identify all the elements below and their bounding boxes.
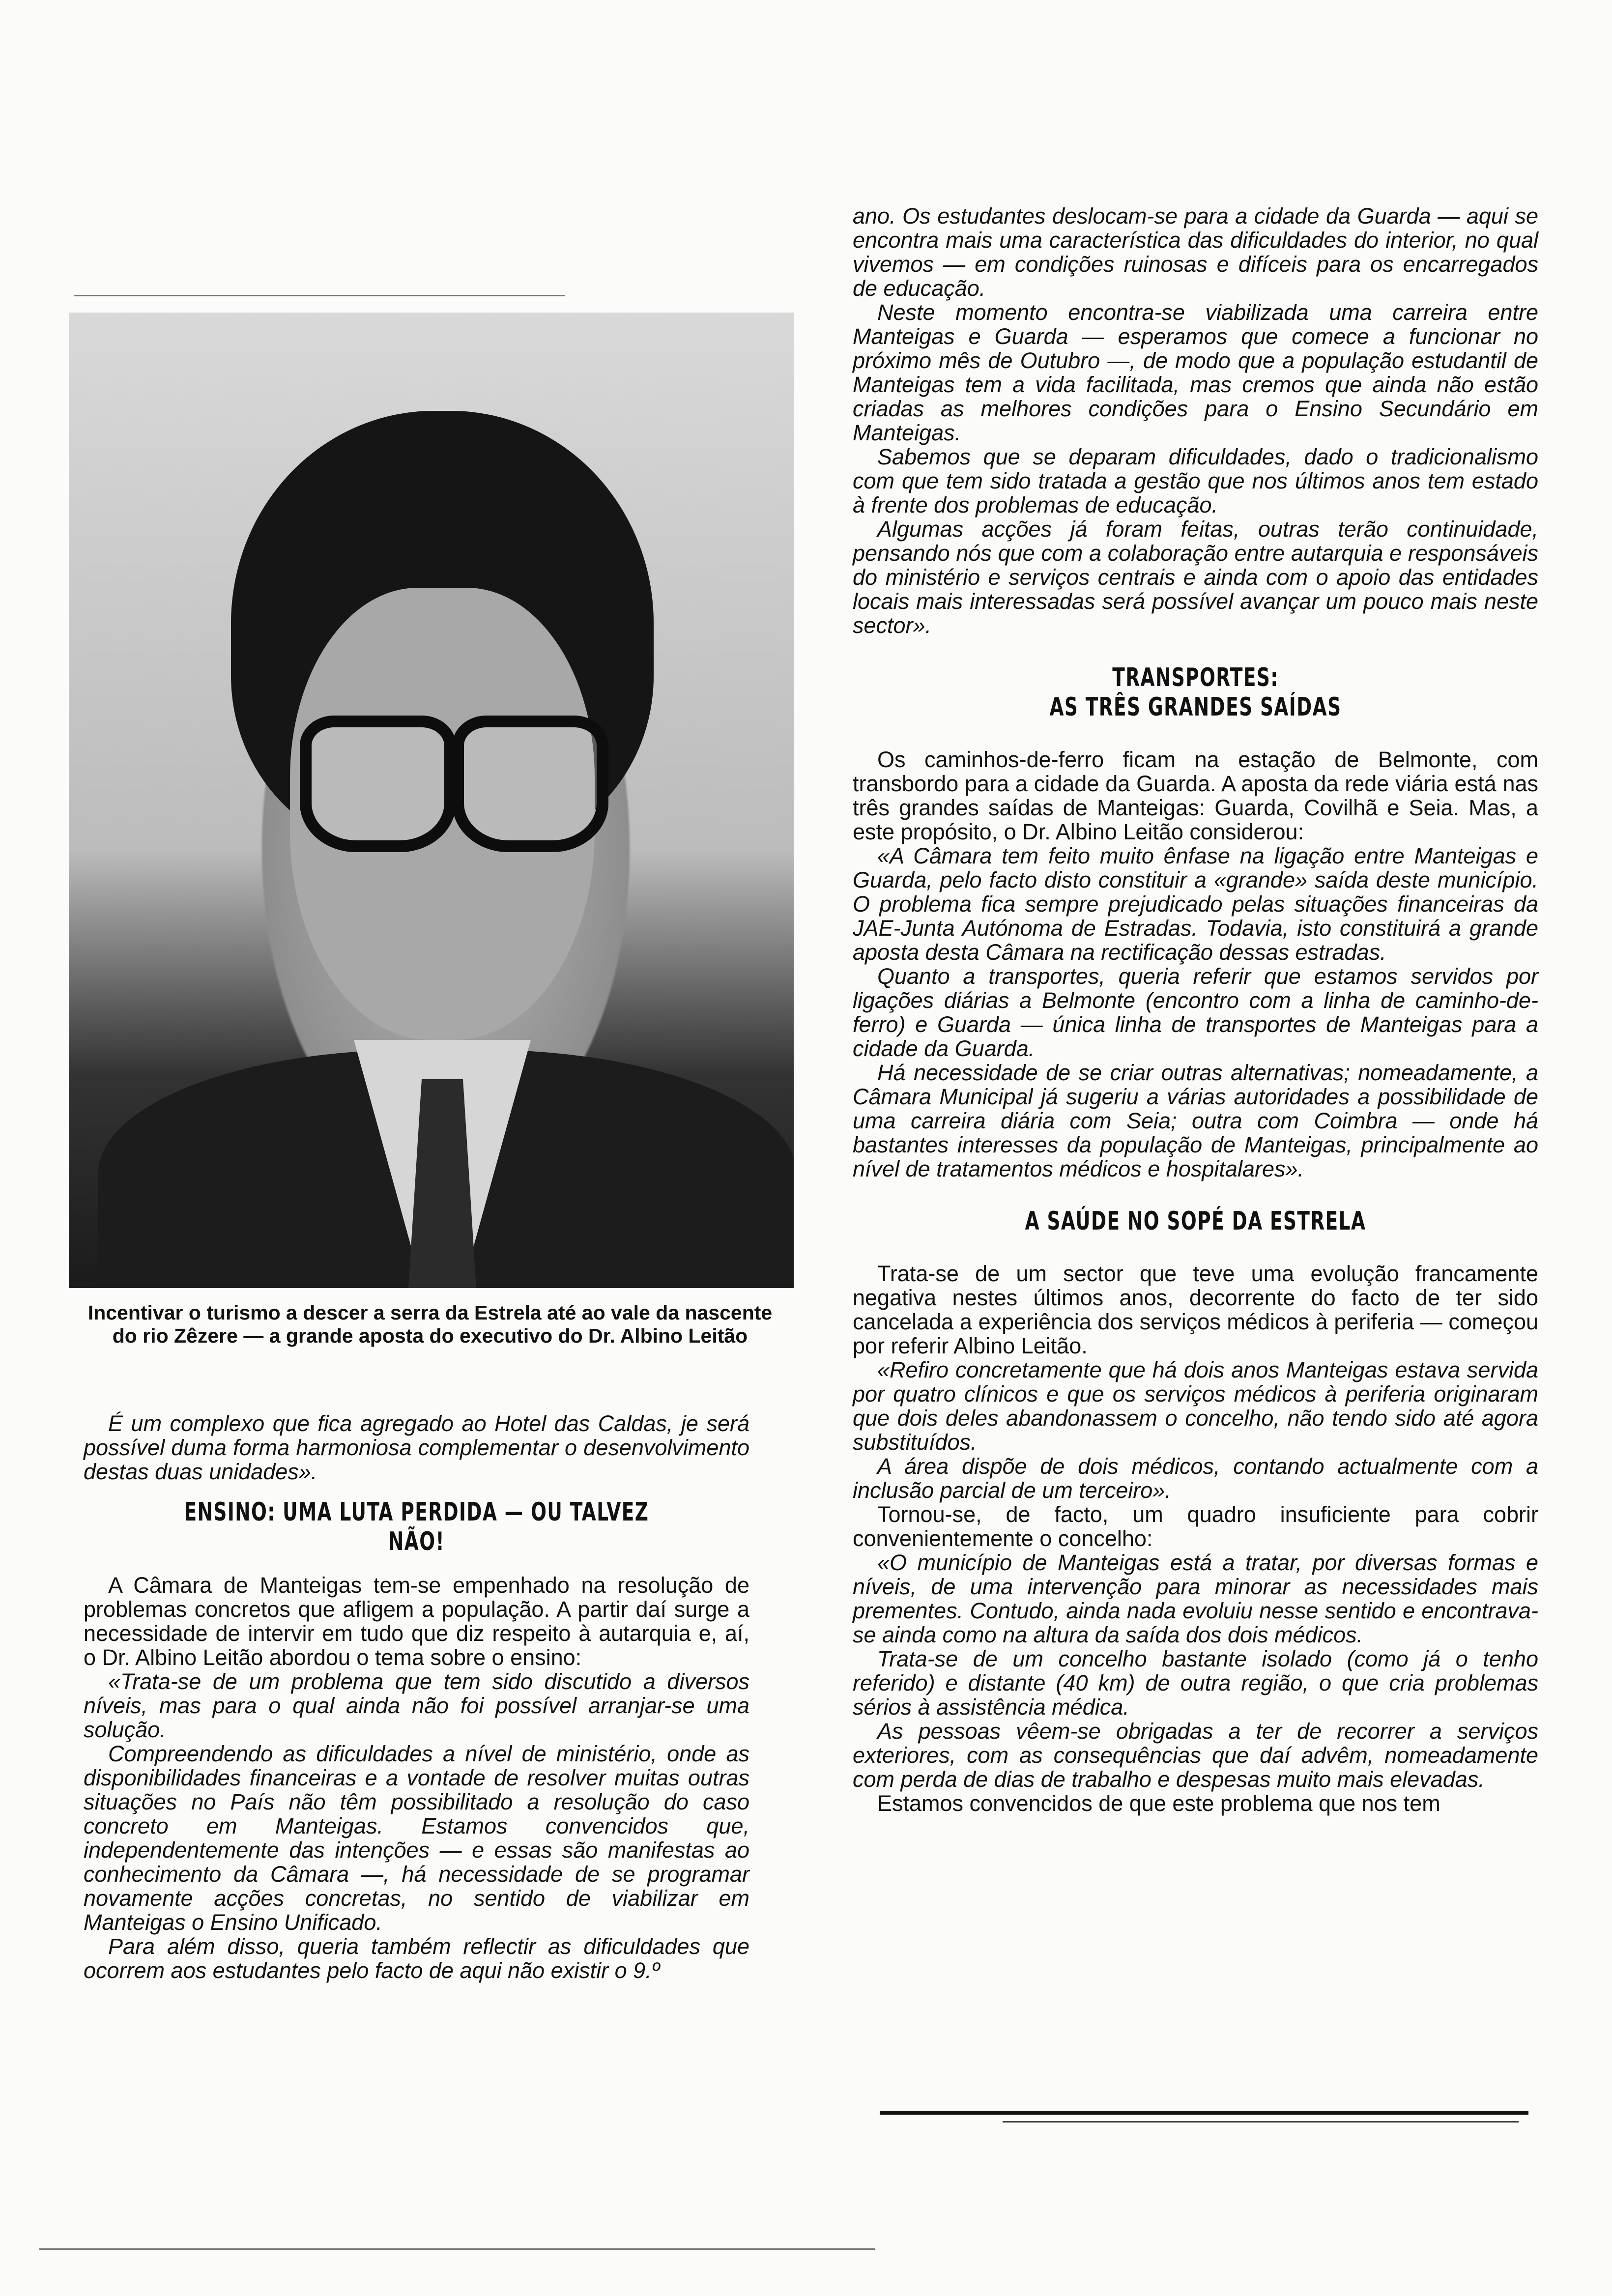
paragraph: É um complexo que fica agregado ao Hotel das Caldas, je será possível duma forma harmoniosa complementar o desenvolvimento destas duas unidades». <box>84 1411 749 1484</box>
portrait-photo <box>69 313 794 1288</box>
paragraph: Trata-se de um sector que teve uma evolução francamente negativa nestes últimos anos, decorrente do facto de ter sido cancelada a experiência dos serviços médicos à periferia — começou por referir Albino Leitão. <box>853 1261 1538 1358</box>
section-heading: A SAÚDE NO SOPÉ DA ESTRELA <box>1025 1206 1366 1236</box>
paragraph: Há necessidade de se criar outras alternativas; nomeadamente, a Câmara Municipal já sugeriu a várias autoridades a possibilidade de uma carreira diária com Seia; outra com Coimbra — onde há bastantes interesses da população de Manteigas, principalmente ao nível de tratamentos médicos e hospitalares». <box>853 1060 1538 1181</box>
paragraph: Compreendendo as dificuldades a nível de ministério, onde as disponibilidades financeiras e a vontade de resolver muitas outras situações no País não têm possibilitado a resolução do caso concreto em Manteigas. Estamos convencidos que, independentemente das intenções — e essas são manifestas ao conhecimento da Câmara —, há necessidade de se programar novamente acções concretas, no sentido de viabilizar em Manteigas o Ensino Unificado. <box>84 1741 749 1935</box>
left-column <box>84 1411 749 1982</box>
scan-smudge <box>74 295 565 296</box>
scan-smudge <box>39 2248 875 2250</box>
end-rule <box>880 2111 1528 2115</box>
paragraph: Quanto a transportes, queria referir que estamos servidos por ligações diárias a Belmonte (encontro com a linha de caminho-de-ferro) e Guarda — única linha de transportes de Manteigas para a cidade da Guarda. <box>853 964 1538 1061</box>
transportes-heading <box>853 663 1538 722</box>
end-rule-thin <box>1003 2121 1519 2123</box>
paragraph: «A Câmara tem feito muito ênfase na ligação entre Manteigas e Guarda, pelo facto disto constituir a «grande» saída deste município. O problema fica sempre prejudicado pelas situações financeiras da JAE-Junta Autónoma de Estradas. Todavia, isto constituirá a grande aposta desta Câmara na rectificação dessas estradas. <box>853 843 1538 965</box>
heading-line: TRANSPORTES: <box>1112 663 1279 692</box>
paragraph: A área dispõe de dois médicos, contando actualmente com a inclusão parcial de um terceiro». <box>853 1454 1538 1503</box>
paragraph: Para além disso, queria também reflectir as dificuldades que ocorrem aos estudantes pelo facto de aqui não existir o 9.º <box>84 1934 749 1983</box>
paragraph: Estamos convencidos de que este problema que nos tem <box>877 1791 1440 1816</box>
photo-glasses-left <box>300 716 456 852</box>
photo-glasses-right <box>452 716 608 852</box>
paragraph: «O município de Manteigas está a tratar, por diversas formas e níveis, de uma intervenção para minorar as necessidades mais prementes. Contudo, ainda nada evoluiu nesse sentido e encontrava-se ainda como na altura da saída dos dois médicos. <box>853 1550 1538 1647</box>
paragraph: Neste momento encontra-se viabilizada uma carreira entre Manteigas e Guarda — esperamos que comece a funcionar no próximo mês de Outubro —, de modo que a população estudantil de Manteigas tem a vida facilitada, mas cremos que ainda não estão criadas as melhores condições para o Ensino Secundário em Manteigas. <box>853 300 1538 445</box>
right-column <box>853 204 1538 1815</box>
paragraph: «Trata-se de um problema que tem sido discutido a diversos níveis, mas para o qual ainda não foi possível arranjar-se uma solução. <box>84 1669 749 1742</box>
paragraph: Os caminhos-de-ferro ficam na estação de Belmonte, com transbordo para a cidade da Guarda. A aposta da rede viária está nas três grandes saídas de Manteigas: Guarda, Covilhã e Seia. Mas, a este propósito, o Dr. Albino Leitão considerou: <box>853 747 1538 844</box>
paragraph: A Câmara de Manteigas tem-se empenhado na resolução de problemas concretos que afligem a população. A partir daí surge a necessidade de intervir em tudo que diz respeito à autarquia e, aí, o Dr. Albino Leitão abordou o tema sobre o ensino: <box>84 1573 749 1670</box>
paragraph: Trata-se de um concelho bastante isolado (como já o tenho referido) e distante (40 km) de outra região, o que cria problemas sérios à assistência médica. <box>853 1646 1538 1720</box>
paragraph: As pessoas vêem-se obrigadas a ter de recorrer a serviços exteriores, com as consequências que daí advêm, nomeadamente com perda de dias de trabalho e despesas muito mais elevadas. <box>853 1719 1538 1792</box>
paragraph: «Refiro concretamente que há dois anos Manteigas estava servida por quatro clínicos e que os serviços médicos à periferia originaram que dois deles abandonassem o concelho, não tendo sido até agora substituídos. <box>853 1357 1538 1455</box>
paragraph: Algumas acções já foram feitas, outras terão continuidade, pensando nós que com a colaboração entre autarquia e responsáveis do ministério e serviços centrais e ainda com o apoio das entidades locais mais interessadas será possível avançar um pouco mais neste sector». <box>853 517 1538 638</box>
paragraph: Sabemos que se deparam dificuldades, dado o tradicionalismo com que tem sido tratada a gestão que nos últimos anos tem estado à frente dos problemas de educação. <box>853 444 1538 517</box>
heading-line: AS TRÊS GRANDES SAÍDAS <box>1049 692 1342 722</box>
paragraph: Tornou-se, de facto, um quadro insuficiente para cobrir convenientemente o concelho: <box>853 1502 1538 1551</box>
photo-caption: Incentivar o turismo a descer a serra da Estrela até ao vale da nascente do rio Zêzere — a grande aposta do executivo do Dr. Albino Leitão <box>87 1301 773 1347</box>
section-heading: ENSINO: UMA LUTA PERDIDA — OU TALVEZ NÃO! <box>184 1497 649 1556</box>
paragraph: ano. Os estudantes deslocam-se para a cidade da Guarda — aqui se encontra mais uma característica das dificuldades do interior, no qual vivemos — em condições ruinosas e difíceis para os encarregados de educação. <box>853 203 1538 301</box>
